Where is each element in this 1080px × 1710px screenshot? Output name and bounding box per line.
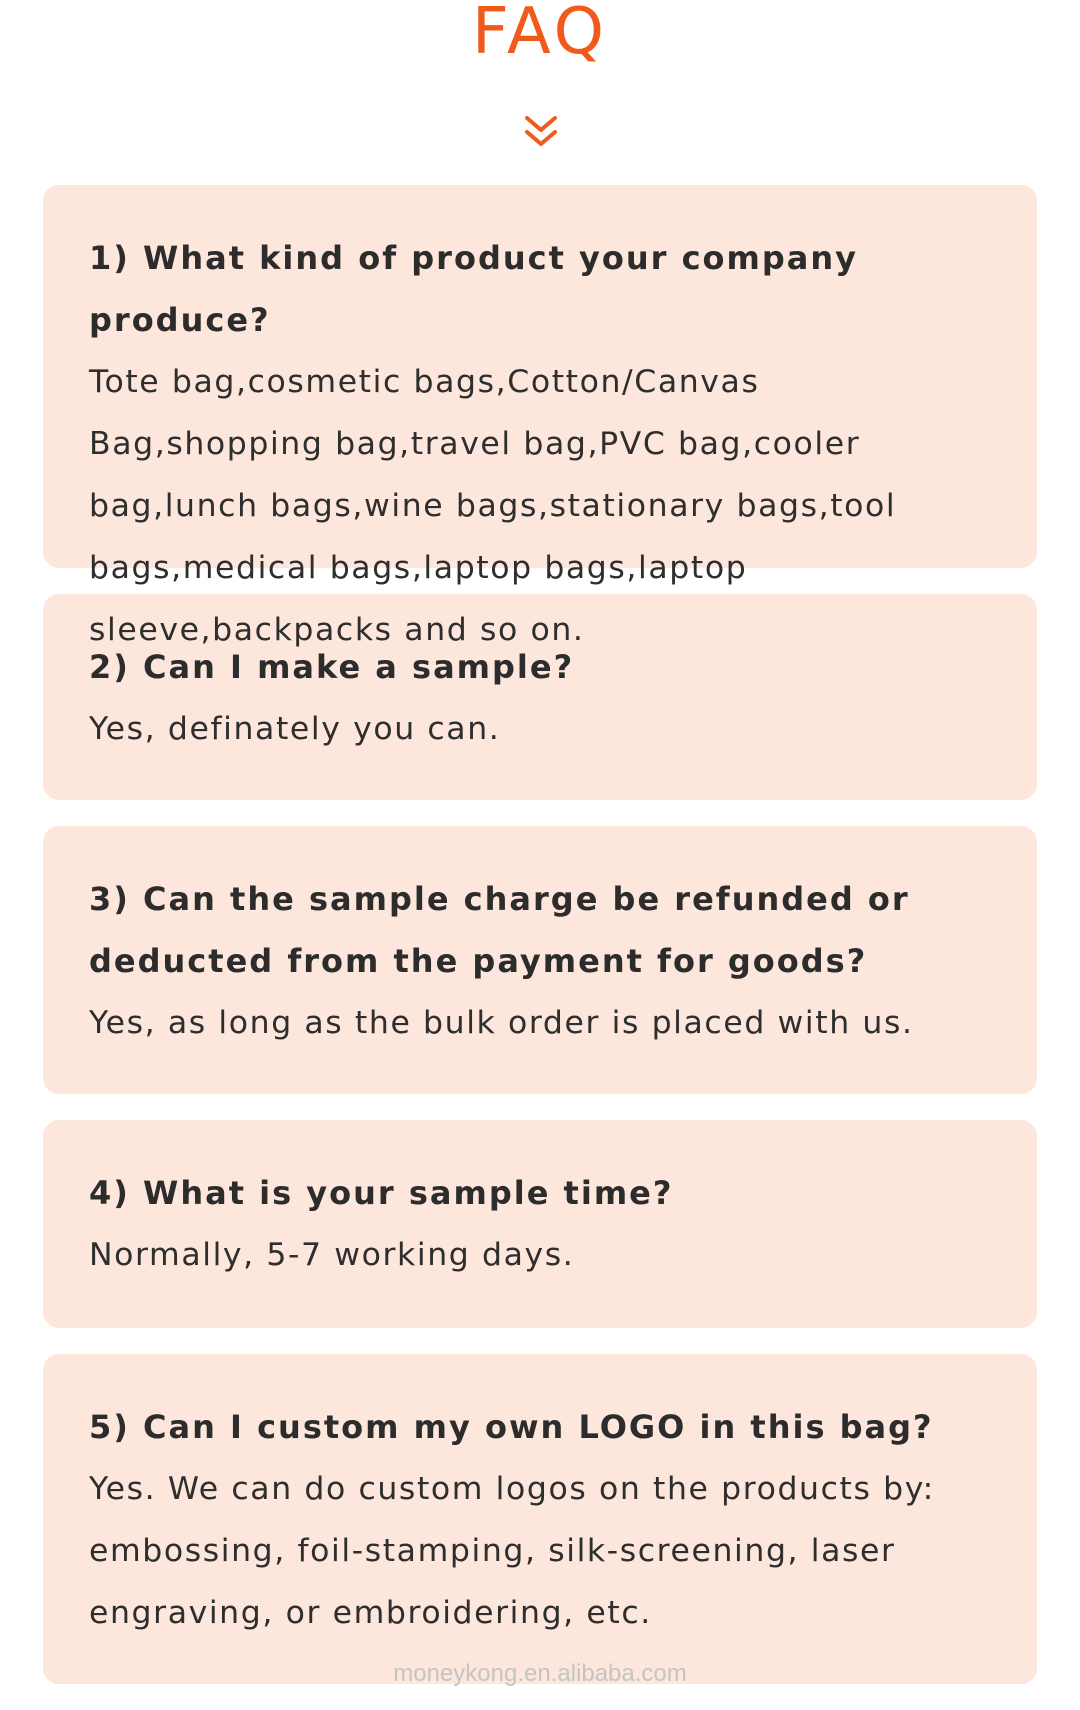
faq-item xyxy=(43,1354,1037,1684)
faq-question: 1) What kind of product your company produce? xyxy=(89,239,859,339)
faq-item xyxy=(43,185,1037,648)
faq-answer: Yes. We can do custom logos on the products by: embossing, foil-stamping, silk-screening, laser engraving, or embroidering, etc. xyxy=(89,1471,935,1631)
faq-item xyxy=(43,826,1037,1094)
faq-item xyxy=(43,1120,1037,1328)
faq-question: 2) Can I make a sample? xyxy=(89,648,575,686)
faq-header xyxy=(0,0,1080,180)
double-chevron-down-icon xyxy=(522,114,560,150)
title-wrap xyxy=(0,0,1080,69)
faq-question: 4) What is your sample time? xyxy=(89,1174,674,1212)
page-title-text: FAQ xyxy=(472,0,608,69)
faq-question: 5) Can I custom my own LOGO in this bag? xyxy=(89,1408,934,1446)
faq-question: 3) Can the sample charge be refunded or deducted from the payment for goods? xyxy=(89,880,910,980)
faq-list xyxy=(43,185,1037,1710)
faq-answer: Tote bag,cosmetic bags,Cotton/Canvas Bag,shopping bag,travel bag,PVC bag,cooler bag,lunch bags,wine bags,stationary bags,tool bags,medical bags,laptop bags,laptop sleeve,backpacks and so on. xyxy=(89,364,897,648)
faq-answer: Normally, 5-7 working days. xyxy=(89,1237,575,1273)
faq-answer: Yes, as long as the bulk order is placed with us. xyxy=(89,1005,914,1041)
page-title xyxy=(468,0,612,69)
faq-answer: Yes, definately you can. xyxy=(89,711,501,747)
watermark: moneykong.en.alibaba.com xyxy=(393,1660,687,1687)
